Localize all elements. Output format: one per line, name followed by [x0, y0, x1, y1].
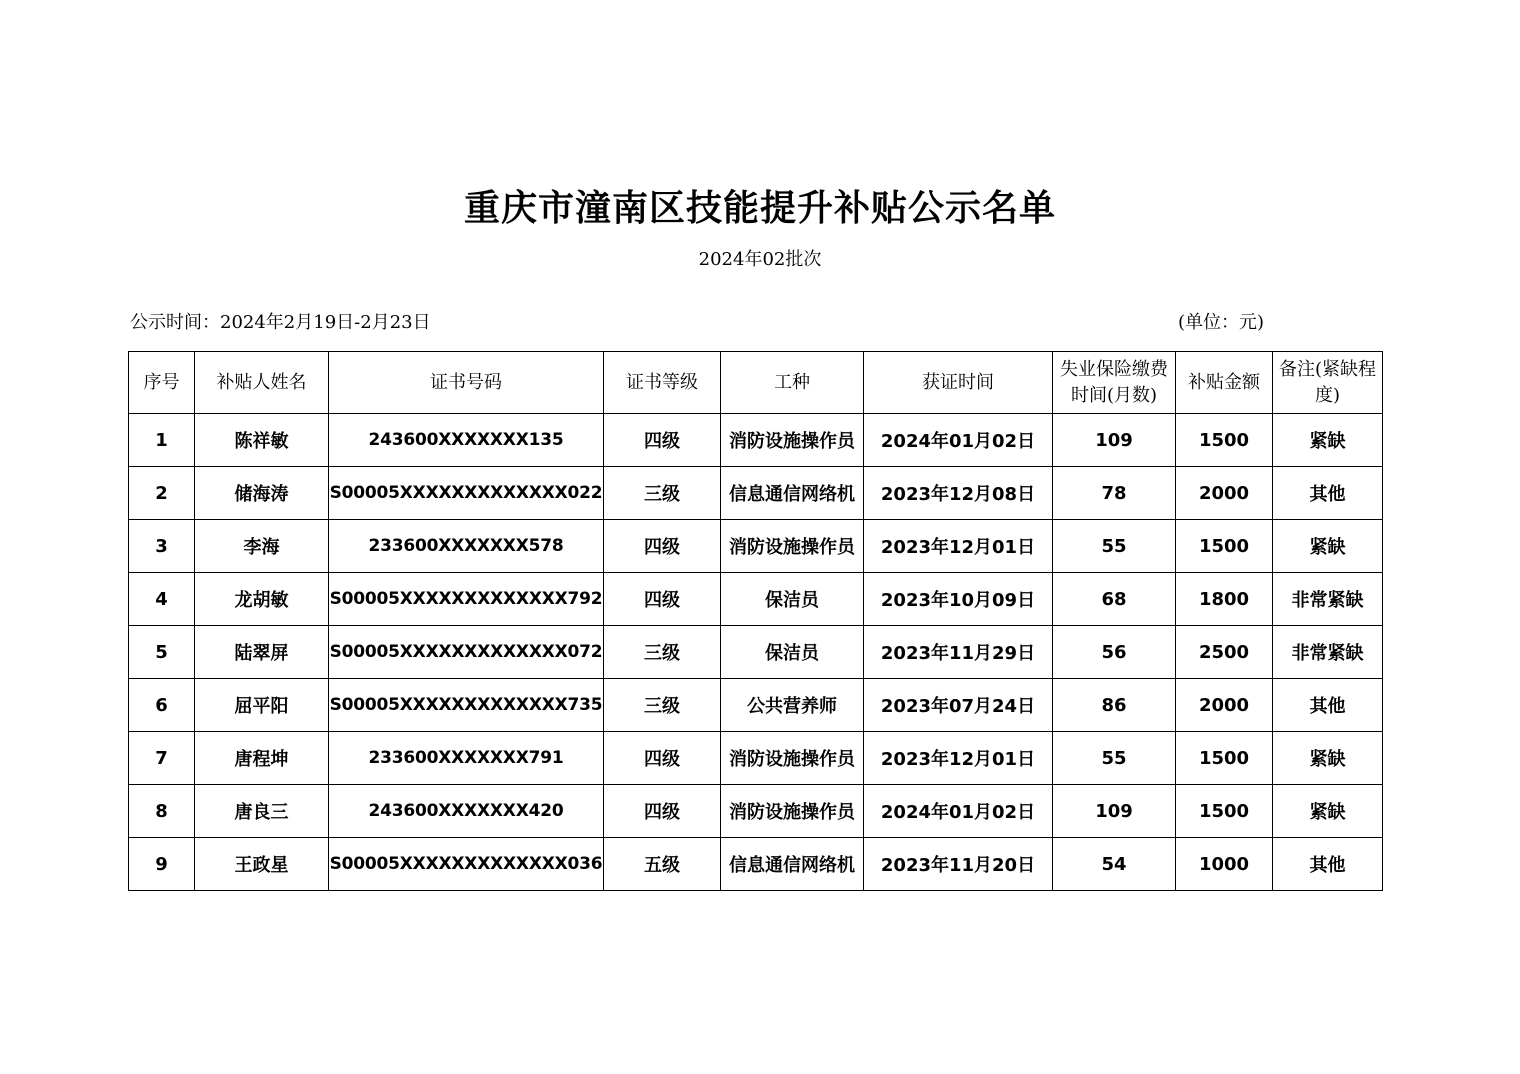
- cell-insurance-months: 78: [1053, 467, 1176, 520]
- header-job-type: 工种: [721, 352, 864, 414]
- table-row: [129, 414, 1383, 467]
- cell-cert-level: 四级: [604, 414, 721, 467]
- cell-index: 6: [129, 679, 195, 732]
- table-row: [129, 785, 1383, 838]
- cell-subsidy-amount: 1500: [1176, 414, 1273, 467]
- cell-job-type: 公共营养师: [721, 679, 864, 732]
- cell-name: 陈祥敏: [195, 414, 329, 467]
- cell-cert-level: 三级: [604, 679, 721, 732]
- cell-remark: 紧缺: [1273, 520, 1383, 573]
- cell-subsidy-amount: 1800: [1176, 573, 1273, 626]
- cell-cert-level: 三级: [604, 467, 721, 520]
- cell-cert-date: 2023年12月01日: [864, 732, 1053, 785]
- header-cert-level: 证书等级: [604, 352, 721, 414]
- table-row: [129, 467, 1383, 520]
- cell-remark: 紧缺: [1273, 732, 1383, 785]
- cell-remark: 其他: [1273, 467, 1383, 520]
- header-index: 序号: [129, 352, 195, 414]
- cell-job-type: 消防设施操作员: [721, 414, 864, 467]
- cell-cert-number: S00005XXXXXXXXXXXXX072: [329, 626, 604, 679]
- cell-job-type: 消防设施操作员: [721, 520, 864, 573]
- table-row: [129, 838, 1383, 891]
- cell-subsidy-amount: 1000: [1176, 838, 1273, 891]
- header-insurance-months: 失业保险缴费时间(月数): [1053, 352, 1176, 414]
- header-cert-number: 证书号码: [329, 352, 604, 414]
- cell-cert-number: 243600XXXXXXX420: [329, 785, 604, 838]
- table-row: [129, 732, 1383, 785]
- cell-job-type: 保洁员: [721, 626, 864, 679]
- cell-cert-number: 233600XXXXXXX578: [329, 520, 604, 573]
- cell-cert-date: 2023年11月20日: [864, 838, 1053, 891]
- header-subsidy-amount: 补贴金额: [1176, 352, 1273, 414]
- cell-subsidy-amount: 1500: [1176, 732, 1273, 785]
- cell-cert-level: 四级: [604, 785, 721, 838]
- cell-remark: 其他: [1273, 838, 1383, 891]
- header-remark: 备注(紧缺程度): [1273, 352, 1383, 414]
- cell-remark: 其他: [1273, 679, 1383, 732]
- cell-remark: 紧缺: [1273, 414, 1383, 467]
- cell-insurance-months: 54: [1053, 838, 1176, 891]
- cell-insurance-months: 109: [1053, 414, 1176, 467]
- cell-cert-date: 2024年01月02日: [864, 414, 1053, 467]
- cell-subsidy-amount: 2000: [1176, 467, 1273, 520]
- table-header-row: [129, 352, 1383, 414]
- batch-subtitle: 2024年02批次: [698, 249, 822, 270]
- cell-cert-number: S00005XXXXXXXXXXXXX792: [329, 573, 604, 626]
- cell-cert-date: 2023年12月01日: [864, 520, 1053, 573]
- cell-index: 2: [129, 467, 195, 520]
- cell-insurance-months: 56: [1053, 626, 1176, 679]
- cell-index: 5: [129, 626, 195, 679]
- cell-subsidy-amount: 1500: [1176, 520, 1273, 573]
- cell-name: 王政星: [195, 838, 329, 891]
- table-row: [129, 573, 1383, 626]
- cell-cert-date: 2024年01月02日: [864, 785, 1053, 838]
- cell-cert-level: 三级: [604, 626, 721, 679]
- cell-index: 7: [129, 732, 195, 785]
- cell-cert-level: 四级: [604, 573, 721, 626]
- table-row: [129, 626, 1383, 679]
- cell-job-type: 消防设施操作员: [721, 785, 864, 838]
- cell-index: 8: [129, 785, 195, 838]
- cell-cert-number: S00005XXXXXXXXXXXXX022: [329, 467, 604, 520]
- cell-insurance-months: 55: [1053, 520, 1176, 573]
- cell-index: 9: [129, 838, 195, 891]
- cell-cert-number: 243600XXXXXXX135: [329, 414, 604, 467]
- cell-cert-date: 2023年10月09日: [864, 573, 1053, 626]
- cell-name: 龙胡敏: [195, 573, 329, 626]
- cell-name: 陆翠屏: [195, 626, 329, 679]
- cell-job-type: 消防设施操作员: [721, 732, 864, 785]
- cell-job-type: 信息通信网络机: [721, 838, 864, 891]
- cell-remark: 紧缺: [1273, 785, 1383, 838]
- unit-label: (单位：元): [1178, 312, 1265, 333]
- cell-cert-number: S00005XXXXXXXXXXXXX036: [329, 838, 604, 891]
- cell-cert-level: 四级: [604, 732, 721, 785]
- header-cert-date: 获证时间: [864, 352, 1053, 414]
- cell-name: 屈平阳: [195, 679, 329, 732]
- cell-index: 1: [129, 414, 195, 467]
- cell-cert-number: 233600XXXXXXX791: [329, 732, 604, 785]
- cell-cert-level: 四级: [604, 520, 721, 573]
- cell-index: 4: [129, 573, 195, 626]
- cell-subsidy-amount: 2500: [1176, 626, 1273, 679]
- cell-remark: 非常紧缺: [1273, 626, 1383, 679]
- cell-name: 唐良三: [195, 785, 329, 838]
- cell-cert-date: 2023年11月29日: [864, 626, 1053, 679]
- cell-cert-number: S00005XXXXXXXXXXXXX735: [329, 679, 604, 732]
- cell-subsidy-amount: 1500: [1176, 785, 1273, 838]
- cell-remark: 非常紧缺: [1273, 573, 1383, 626]
- cell-cert-date: 2023年07月24日: [864, 679, 1053, 732]
- cell-index: 3: [129, 520, 195, 573]
- cell-job-type: 信息通信网络机: [721, 467, 864, 520]
- cell-insurance-months: 55: [1053, 732, 1176, 785]
- cell-name: 唐程坤: [195, 732, 329, 785]
- cell-insurance-months: 68: [1053, 573, 1176, 626]
- table-row: [129, 679, 1383, 732]
- publish-time: 公示时间：2024年2月19日-2月23日: [130, 312, 431, 333]
- cell-insurance-months: 86: [1053, 679, 1176, 732]
- cell-job-type: 保洁员: [721, 573, 864, 626]
- document-title: 重庆市潼南区技能提升补贴公示名单: [463, 187, 1056, 229]
- table-row: [129, 520, 1383, 573]
- cell-name: 李海: [195, 520, 329, 573]
- subsidy-table: [128, 351, 1383, 891]
- header-name: 补贴人姓名: [195, 352, 329, 414]
- cell-cert-level: 五级: [604, 838, 721, 891]
- cell-name: 储海涛: [195, 467, 329, 520]
- cell-insurance-months: 109: [1053, 785, 1176, 838]
- cell-cert-date: 2023年12月08日: [864, 467, 1053, 520]
- cell-subsidy-amount: 2000: [1176, 679, 1273, 732]
